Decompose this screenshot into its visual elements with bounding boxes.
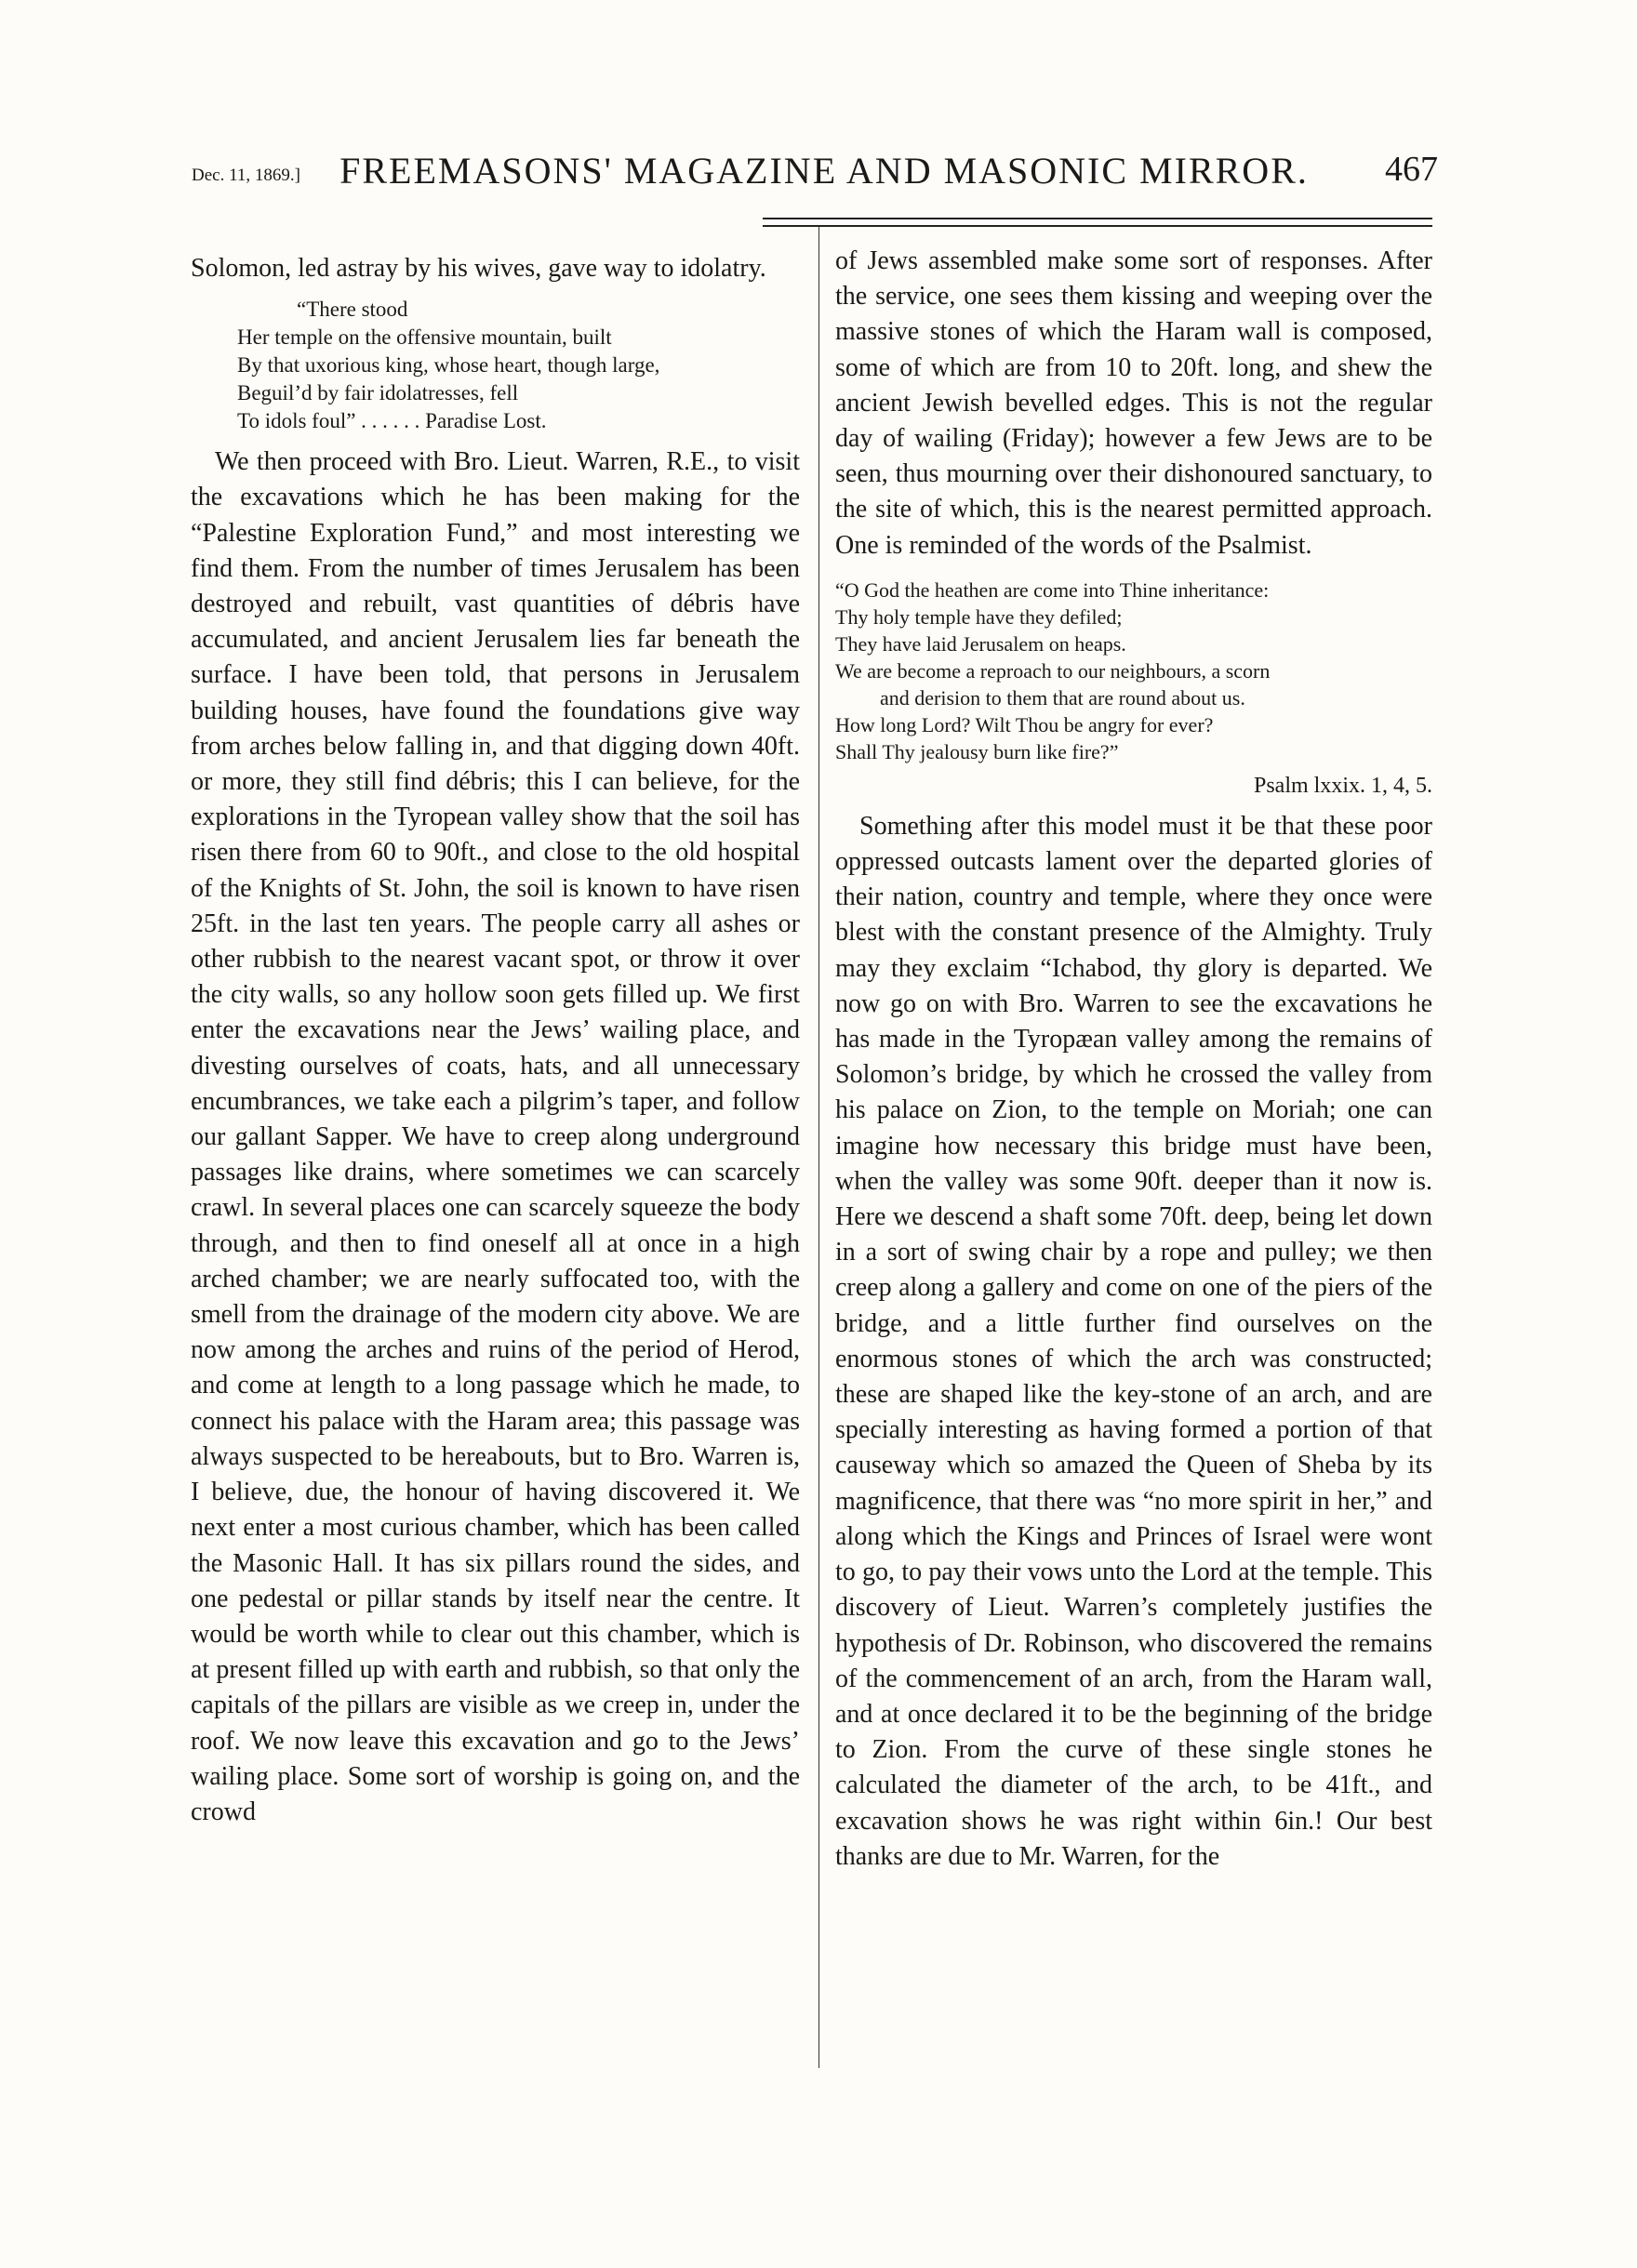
verse-line: Beguil’d by fair idolatresses, fell: [237, 381, 519, 405]
page-header: [192, 128, 1438, 203]
psalm-line: and derision to them that are round about us.: [880, 685, 1245, 710]
paragraph: of Jews assembled make some sort of responses. After the service, one sees them kissing and weeping over the massive stones of which the Haram wall is composed, some of which are from 10 to 20ft. long, and shew the ancient Jewish bevelled edges. This is not the regular day of wailing (Friday); however a few Jews are to be seen, thus mourning over their dishonoured sanctuary, to the site of which, this is the nearest permitted approach. One is reminded of the words of the Psalmist.: [835, 246, 1432, 560]
verse-line: Her temple on the offensive mountain, built: [237, 325, 612, 350]
right-column: [835, 244, 1432, 1875]
magazine-title: FREEMASONS' MAGAZINE AND MASONIC MIRROR.: [339, 150, 1309, 192]
psalm-line: How long Lord? Wilt Thou be angry for ever?: [835, 712, 1214, 736]
verse-line: By that uxorious king, whose heart, though large,: [237, 353, 660, 378]
header-rule: [763, 218, 1432, 219]
psalm-reference: Psalm lxxix. 1, 4, 5.: [1253, 773, 1432, 798]
verse-line: To idols foul” . . . . . . Paradise Lost.: [237, 409, 547, 433]
header-rule-double: [763, 225, 1432, 227]
psalm-line: They have laid Jerusalem on heaps.: [835, 631, 1126, 656]
left-column: [191, 251, 800, 1830]
psalm-quotation: [835, 577, 1432, 800]
psalm-line: Shall Thy jealousy burn like fire?”: [835, 739, 1119, 763]
psalm-line: “O God the heathen are come into Thine inheritance:: [835, 577, 1270, 602]
page-number: 467: [1385, 150, 1438, 189]
column-divider: [818, 227, 819, 2068]
issue-date: Dec. 11, 1869.]: [192, 166, 300, 185]
paragraph: We then proceed with Bro. Lieut. Warren, R.E., to visit the excavations which he has been making for the “Palestine Exploration Fund,” and most interesting we find them. From the number of times Jerusalem has been destroyed and rebuilt, vast quantities of débris have accumulated, and ancient Jerusalem lies far beneath the surface. I have been told, that persons in Jerusalem building houses, have found the foundations give way from arches below falling in, and that digging down 40ft. or more, they still find débris; this I can believe, for the explorations in the Tyropean valley show that the soil has risen there from 60 to 90ft., and close to the old hospital of the Knights of St. John, the soil is known to have risen 25ft. in the last ten years. The people carry all ashes or other rubbish to the nearest vacant spot, or throw it over the city walls, so any hollow soon gets filled up. We first enter the excavations near the Jews’ wailing place, and divesting ourselves of coats, hats, and all unnecessary encumbrances, we take each a pilgrim’s taper, and follow our gallant Sapper. We have to creep along underground passages like drains, where sometimes we can scarcely crawl. In several places one can scarcely squeeze the body through, and then to find oneself all at once in a high arched chamber; we are nearly suffocated too, with the smell from the drainage of the modern city above. We are now among the arches and ruins of the period of Herod, and come at length to a long passage which he made, to connect his palace with the Haram area; this passage was always suspected to be hereabouts, but to Bro. Warren is, I believe, due, the honour of having discovered it. We next enter a most curious chamber, which has been called the Masonic Hall. It has six pillars round the sides, and one pedestal or pillar stands by itself near the centre. It would be worth while to clear out this chamber, which is at present filled up with earth and rubbish, so that only the capitals of the pillars are visible as we creep in, under the roof. We now leave this excavation and go to the Jews’ wailing place. Some sort of worship is going on, and the crowd: [191, 447, 800, 1826]
paragraph: Solomon, led astray by his wives, gave way to idolatry.: [191, 254, 766, 283]
psalm-line: We are become a reproach to our neighbours, a scorn: [835, 658, 1271, 683]
psalm-line: Thy holy temple have they defiled;: [835, 604, 1123, 629]
poem-quotation: [237, 296, 800, 435]
paragraph: Something after this model must it be that these poor oppressed outcasts lament over the departed glories of their nation, country and temple, where they once were blest with the constant presence of the Almighty. Truly may they exclaim “Ichabod, thy glory is departed. We now go on with Bro. Warren to see the excavations he has made in the Tyropæan valley among the remains of Solomon’s bridge, by which he crossed the valley from his palace on Zion, to the temple on Moriah; one can imagine how necessary this bridge must have been, when the valley was some 90ft. deeper than it now is. Here we descend a shaft some 70ft. deep, being let down in a sort of swing chair by a rope and pulley; we then creep along a gallery and come on one of the piers of the bridge, and a little further find ourselves on the enormous stones of which the arch was constructed; these are shaped like the key-stone of an arch, and are specially interesting as having formed a portion of that causeway which so amazed the Queen of Sheba by its magnificence, that there was “no more spirit in her,” and along which the Kings and Princes of Israel were wont to go, to pay their vows unto the Lord at the temple. This discovery of Lieut. Warren’s completely justifies the hypothesis of Dr. Robinson, who discovered the remains of the commencement of an arch, from the Haram wall, and at once declared it to be the beginning of the bridge to Zion. From the curve of these single stones he calculated the diameter of the arch, to be 41ft., and excavation shows he was right within 6in.! Our best thanks are due to Mr. Warren, for the: [835, 811, 1432, 1871]
verse-line: “There stood: [297, 298, 408, 322]
